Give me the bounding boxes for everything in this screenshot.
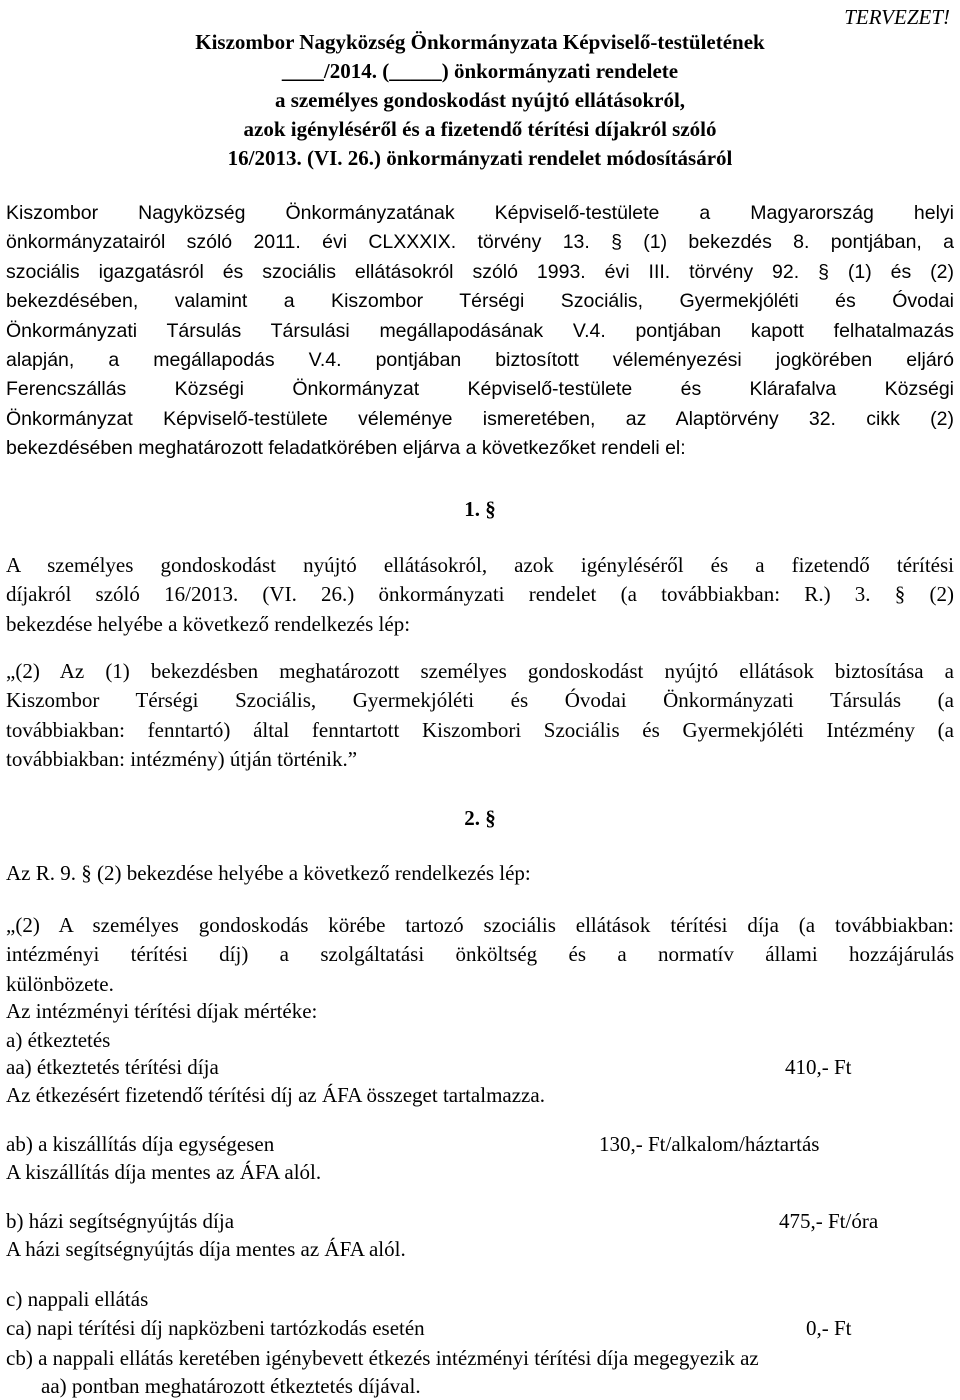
fee-ca-label: ca) napi térítési díj napközbeni tartózkodás esetén (6, 1316, 425, 1340)
header-line-1: Kiszombor Nagyközség Önkormányzata Képviselő-testületének (195, 30, 765, 54)
preamble-line: Önkormányzat Képviselő-testülete véleménye ismeretében, az Alaptörvény 32. cikk (2) (6, 407, 954, 430)
preamble-line: szociális igazgatásról és szociális ellátásokról szóló 1993. évi III. törvény 92. § (1) és (2) (6, 260, 954, 283)
fee-b-amount: 475,- Ft/óra (779, 1209, 879, 1233)
fee-a-label: a) étkeztetés (6, 1028, 111, 1052)
section-2-quote-line: intézményi térítési díj) a szolgáltatási önköltség és a normatív állami hozzájárulás (6, 942, 954, 967)
section-2-quote (6, 911, 954, 999)
fee-ab-amount: 130,- Ft/alkalom/háztartás (599, 1132, 820, 1156)
section-1-quote-line: „(2) Az (1) bekezdésben meghatározott személyes gondoskodást nyújtó ellátások biztosítása a (6, 659, 954, 683)
section-1-intro-line: díjakról szóló 16/2013. (VI. 26.) önkormányzati rendelet (a továbbiakban: R.) 3. § (2) (6, 582, 954, 607)
preamble (6, 199, 954, 464)
section-1-quote-line: továbbiakban: intézmény) útján történik.” (6, 747, 358, 772)
fee-c-label: c) nappali ellátás (6, 1287, 149, 1311)
fee-aa-label: aa) étkeztetés térítési díja (6, 1055, 219, 1079)
fees-intro: Az intézményi térítési díjak mértéke: (6, 999, 318, 1023)
section-1-intro-line: A személyes gondoskodást nyújtó ellátásokról, azok igényléséről és a fizetendő térítési (6, 553, 954, 577)
preamble-line: Ferencszállás Községi Önkormányzat Képviselő-testülete és Klárafalva Községi (6, 378, 954, 401)
header-line-2: ____/2014. (_____) önkormányzati rendelete (281, 59, 679, 83)
preamble-line: alapján, a megállapodás V.4. pontjában biztosított véleményezési jogkörében eljáró (6, 349, 954, 372)
fee-b-label: b) házi segítségnyújtás díja (6, 1209, 235, 1233)
section-2-intro: Az R. 9. § (2) bekezdése helyébe a következő rendelkezés lép: (6, 861, 531, 885)
section-1-quote-line: továbbiakban: fenntartó) által fenntartott Kiszombori Szociális és Gyermekjóléti Intézmény (a (6, 717, 954, 742)
header-line-5: 16/2013. (VI. 26.) önkormányzati rendelet módosításáról (227, 146, 733, 170)
preamble-line: Önkormányzati Társulás Társulási megállapodásának V.4. pontjában kapott felhatalmazás (6, 319, 954, 342)
fee-ca-amount: 0,- Ft (806, 1316, 852, 1340)
fee-b-note: A házi segítségnyújtás díja mentes az ÁFA alól. (6, 1237, 406, 1261)
fee-cb-line-1: cb) a nappali ellátás keretében igénybevett étkezés intézményi térítési díja megegyezik az (6, 1346, 759, 1370)
preamble-line: bekezdésében meghatározott feladatkörében eljárva a következőket rendeli el: (6, 437, 686, 460)
section-1-quote (6, 657, 954, 775)
preamble-line: önkormányzatairól szóló 2011. évi CLXXXIX. törvény 13. § (1) bekezdés 8. pontjában, a (6, 231, 954, 254)
header-line-3: a személyes gondoskodást nyújtó ellátásokról, (274, 88, 686, 112)
fee-cb-line-2: aa) pontban meghatározott étkeztetés díjával. (41, 1374, 421, 1398)
fee-aa-note: Az étkezésért fizetendő térítési díj az ÁFA összeget tartalmazza. (6, 1083, 545, 1107)
section-2-quote-line: különbözete. (6, 971, 114, 996)
preamble-line: bekezdésében, valamint a Kiszombor Térségi Szociális, Gyermekjóléti és Óvodai (6, 290, 954, 313)
fee-ab-label: ab) a kiszállítás díja egységesen (6, 1132, 275, 1156)
draft-label: TERVEZET! (844, 5, 950, 29)
section-2-quote-line: „(2) A személyes gondoskodás körébe tartozó szociális ellátások térítési díja (a továbbiakban: (6, 913, 954, 937)
fee-aa-amount: 410,- Ft (785, 1055, 852, 1079)
header-line-4: azok igényléséről és a fizetendő térítési díjakról szóló (243, 117, 717, 141)
section-1-intro (6, 551, 954, 639)
fee-ab-note: A kiszállítás díja mentes az ÁFA alól. (6, 1160, 322, 1184)
preamble-line: Kiszombor Nagyközség Önkormányzatának Képviselő-testülete a Magyarország helyi (6, 202, 954, 224)
section-1-intro-line: bekezdése helyébe a következő rendelkezés lép: (6, 611, 411, 636)
section-1-quote-line: Kiszombor Térségi Szociális, Gyermekjóléti és Óvodai Önkormányzati Társulás (a (6, 688, 954, 713)
section-1-heading: 1. § (464, 497, 496, 521)
section-2-heading: 2. § (464, 806, 496, 830)
